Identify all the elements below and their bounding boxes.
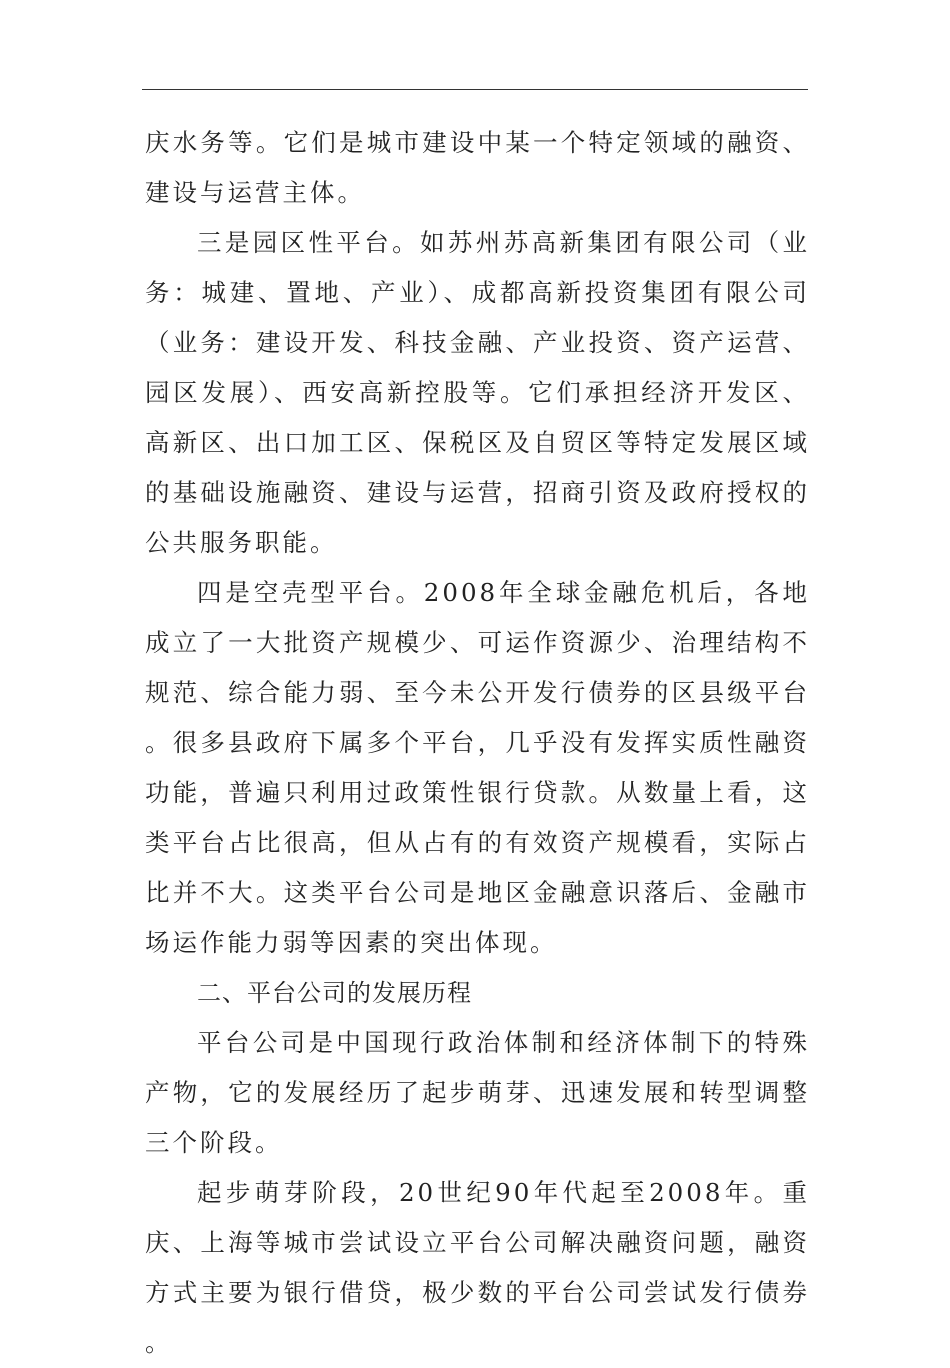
paragraph-initial-stage: 起步萌芽阶段，20世纪90年代起至2008年。重庆、上海等城市尝试设立平台公司解决融资问题，融资方式主要为银行借贷，极少数的平台公司尝试发行债券。 bbox=[145, 1178, 810, 1357]
document-body bbox=[145, 118, 810, 1368]
paragraph-development-intro: 平台公司是中国现行政治体制和经济体制下的特殊产物，它的发展经历了起步萌芽、迅速发展和转型调整三个阶段。 bbox=[145, 1028, 810, 1157]
paragraph-shell-platforms: 四是空壳型平台。2008年全球金融危机后，各地成立了一大批资产规模少、可运作资源少、治理结构不规范、综合能力弱、至今未公开发行债券的区县级平台。很多县政府下属多个平台，几乎没有发挥实质性融资功能，普遍只利用过政策性银行贷款。从数量上看，这类平台占比很高，但从占有的有效资产规模看，实际占比并不大。这类平台公司是地区金融意识落后、金融市场运作能力弱等因素的突出体现。 bbox=[145, 578, 810, 957]
paragraph-continuation: 庆水务等。它们是城市建设中某一个特定领域的融资、建设与运营主体。 bbox=[145, 128, 810, 207]
section-heading: 二、平台公司的发展历程 bbox=[197, 979, 472, 1007]
header-rule bbox=[142, 89, 808, 90]
paragraph-park-platforms: 三是园区性平台。如苏州苏高新集团有限公司（业务：城建、置地、产业）、成都高新投资集团有限公司（业务：建设开发、科技金融、产业投资、资产运营、园区发展）、西安高新控股等。它们承担经济开发区、高新区、出口加工区、保税区及自贸区等特定发展区域的基础设施融资、建设与运营，招商引资及政府授权的公共服务职能。 bbox=[145, 228, 810, 557]
